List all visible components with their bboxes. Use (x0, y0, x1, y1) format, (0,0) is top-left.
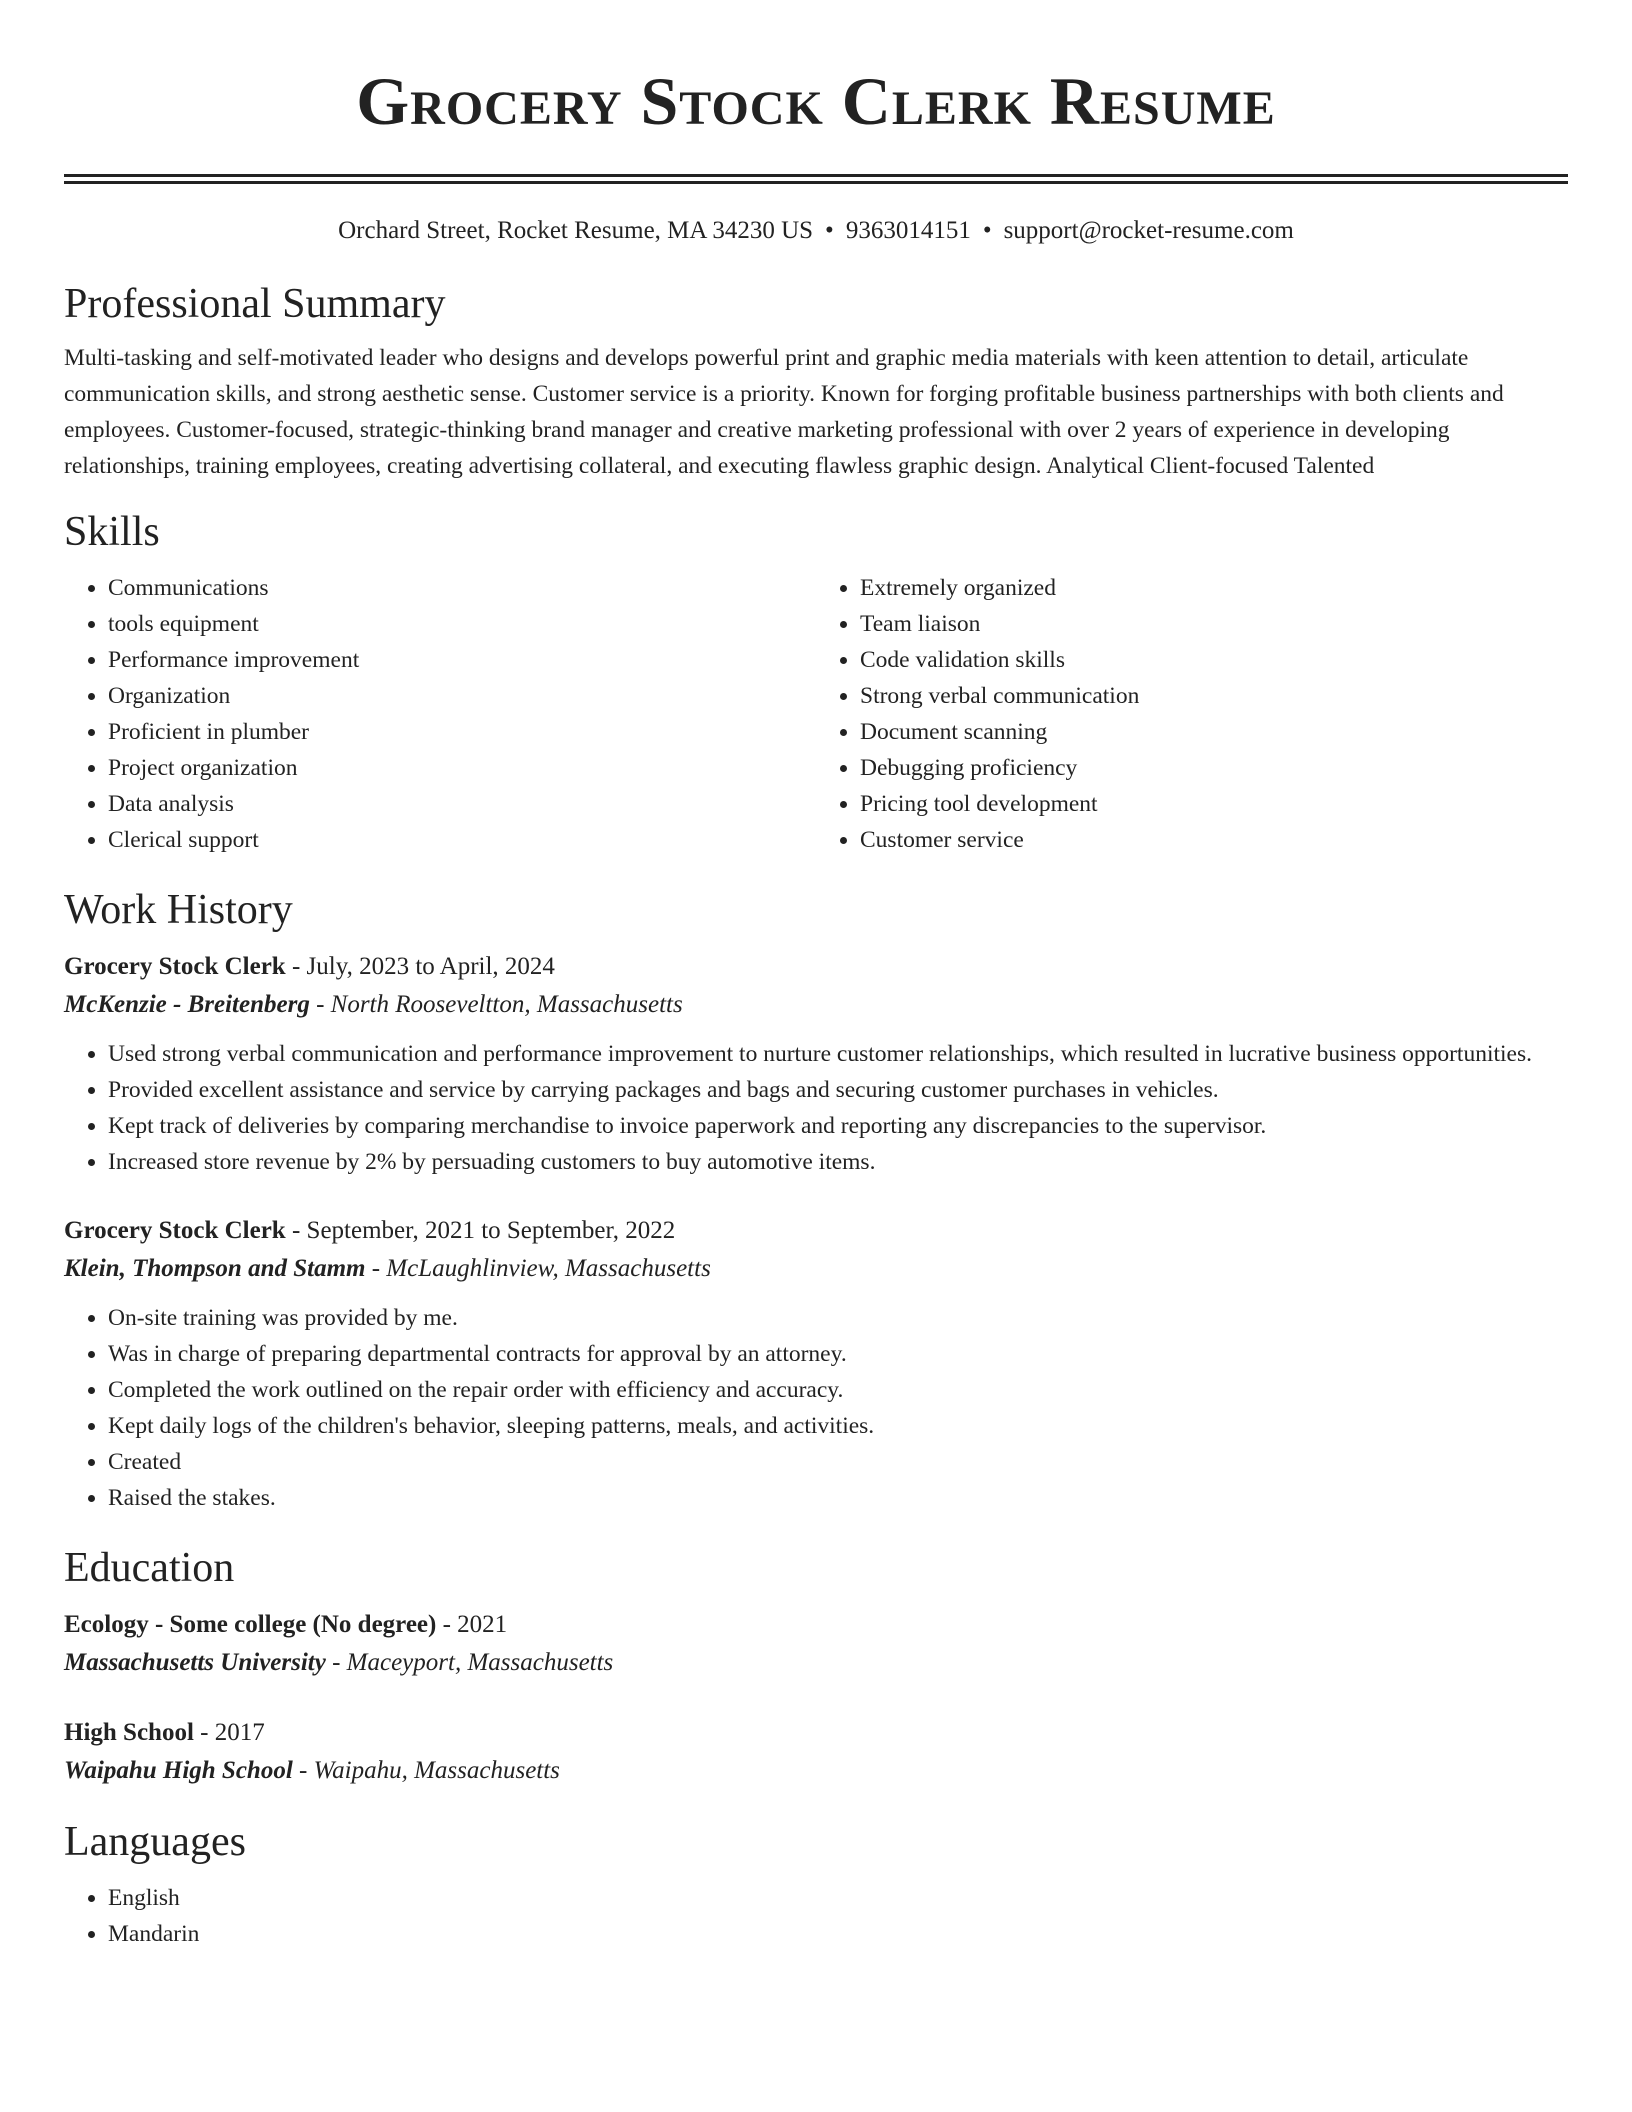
education-degree: Ecology - Some college (No degree) (64, 1611, 437, 1638)
skill-item: • tools equipment (108, 606, 816, 642)
education-school-line (64, 1644, 1568, 1682)
job-bullet: • Raised the stakes. (108, 1480, 1568, 1516)
job-company: Klein, Thompson and Stamm (64, 1255, 366, 1282)
skills-list-left (64, 570, 816, 858)
skill-item: • Document scanning (860, 714, 1568, 750)
job-header (64, 948, 1568, 986)
work-section (64, 884, 1568, 1516)
job-bullets (64, 1300, 1568, 1516)
skill-item: • Extremely organized (860, 570, 1568, 606)
skill-item: • Pricing tool development (860, 786, 1568, 822)
job-bullet: • Increased store revenue by 2% by persuading customers to buy automotive items. (108, 1144, 1568, 1180)
job-bullet: • Was in charge of preparing departmental contracts for approval by an attorney. (108, 1336, 1568, 1372)
education-location: - Maceyport, Massachusetts (325, 1649, 614, 1676)
languages-section (64, 1816, 1568, 1952)
contact-phone: 9363014151 (845, 217, 971, 244)
education-school: Massachusetts University (64, 1649, 326, 1676)
education-heading: Education (64, 1545, 235, 1591)
language-item: • Mandarin (108, 1916, 1568, 1952)
contact-email: support@rocket-resume.com (1003, 217, 1294, 244)
skills-list-right (816, 570, 1568, 858)
resume-title: Grocery Stock Clerk Resume (356, 63, 1276, 139)
job-header (64, 1212, 1568, 1250)
education-header (64, 1714, 1568, 1752)
skills-section (64, 506, 1568, 858)
job-bullets (64, 1036, 1568, 1180)
work-heading: Work History (64, 887, 293, 933)
contact-address: Orchard Street, Rocket Resume, MA 34230 US (338, 217, 814, 244)
languages-list (64, 1880, 1568, 1952)
education-year: - 2017 (193, 1719, 265, 1746)
summary-text: Multi-tasking and self-motivated leader who designs and develops powerful print and graphic media materials with keen attention to detail, articulate communication skills, and strong aesthetic sense. Customer service is a priority. Known for forging profitable business partnerships with both clients and employees. Customer-focused, strategic-thinking brand manager and creative marketing professional with over 2 years of experience in developing relationships, training employees, creating advertising collateral, and executing flawless graphic design. Analytical Client-focused Talented (64, 345, 1504, 479)
job-bullet: • Used strong verbal communication and performance improvement to nurture customer relationships, which resulted in lucrative business opportunities. (108, 1036, 1568, 1072)
education-header (64, 1606, 1568, 1644)
summary-section (64, 278, 1568, 484)
skill-item: • Organization (108, 678, 816, 714)
job-entry (64, 1212, 1568, 1516)
language-item: • English (108, 1880, 1568, 1916)
skill-item: • Customer service (860, 822, 1568, 858)
job-dates: - July, 2023 to April, 2024 (285, 953, 555, 980)
title-divider (64, 174, 1568, 184)
education-school-line (64, 1752, 1568, 1790)
resume-page (64, 0, 1568, 1952)
education-year: - 2021 (436, 1611, 508, 1638)
skill-item: • Project organization (108, 750, 816, 786)
job-company-line (64, 986, 1568, 1024)
skill-item: • Proficient in plumber (108, 714, 816, 750)
skill-item: • Performance improvement (108, 642, 816, 678)
skill-item: • Debugging proficiency (860, 750, 1568, 786)
job-bullet: • On-site training was provided by me. (108, 1300, 1568, 1336)
skills-heading: Skills (64, 509, 160, 555)
education-school: Waipahu High School (64, 1757, 293, 1784)
job-dates: - September, 2021 to September, 2022 (285, 1217, 676, 1244)
languages-heading: Languages (64, 1819, 246, 1865)
skill-item: • Code validation skills (860, 642, 1568, 678)
education-entry (64, 1714, 1568, 1790)
job-title: Grocery Stock Clerk (64, 953, 286, 980)
skill-item: • Communications (108, 570, 816, 606)
job-bullet: • Completed the work outlined on the repair order with efficiency and accuracy. (108, 1372, 1568, 1408)
job-bullet: • Kept daily logs of the children's behavior, sleeping patterns, meals, and activities. (108, 1408, 1568, 1444)
skill-item: • Team liaison (860, 606, 1568, 642)
job-location: - McLaughlinview, Massachusetts (365, 1255, 711, 1282)
job-bullet: • Kept track of deliveries by comparing merchandise to invoice paperwork and reporting any discrepancies to the supervisor. (108, 1108, 1568, 1144)
job-company-line (64, 1250, 1568, 1288)
contact-separator: • (982, 217, 992, 244)
skill-item: • Data analysis (108, 786, 816, 822)
skills-columns (64, 570, 1568, 858)
contact-line (64, 214, 1568, 248)
job-entry (64, 948, 1568, 1180)
job-company: McKenzie - Breitenberg (64, 991, 310, 1018)
education-entry (64, 1606, 1568, 1682)
job-title: Grocery Stock Clerk (64, 1217, 286, 1244)
job-location: - North Rooseveltton, Massachusetts (309, 991, 683, 1018)
education-degree: High School (64, 1719, 194, 1746)
contact-separator: • (825, 217, 834, 244)
skill-item: • Strong verbal communication (860, 678, 1568, 714)
job-bullet: • Provided excellent assistance and service by carrying packages and bags and securing customer purchases in vehicles. (108, 1072, 1568, 1108)
education-section (64, 1542, 1568, 1790)
education-location: - Waipahu, Massachusetts (292, 1757, 560, 1784)
job-bullet: • Created (108, 1444, 1568, 1480)
skill-item: • Clerical support (108, 822, 816, 858)
summary-heading: Professional Summary (64, 281, 446, 327)
